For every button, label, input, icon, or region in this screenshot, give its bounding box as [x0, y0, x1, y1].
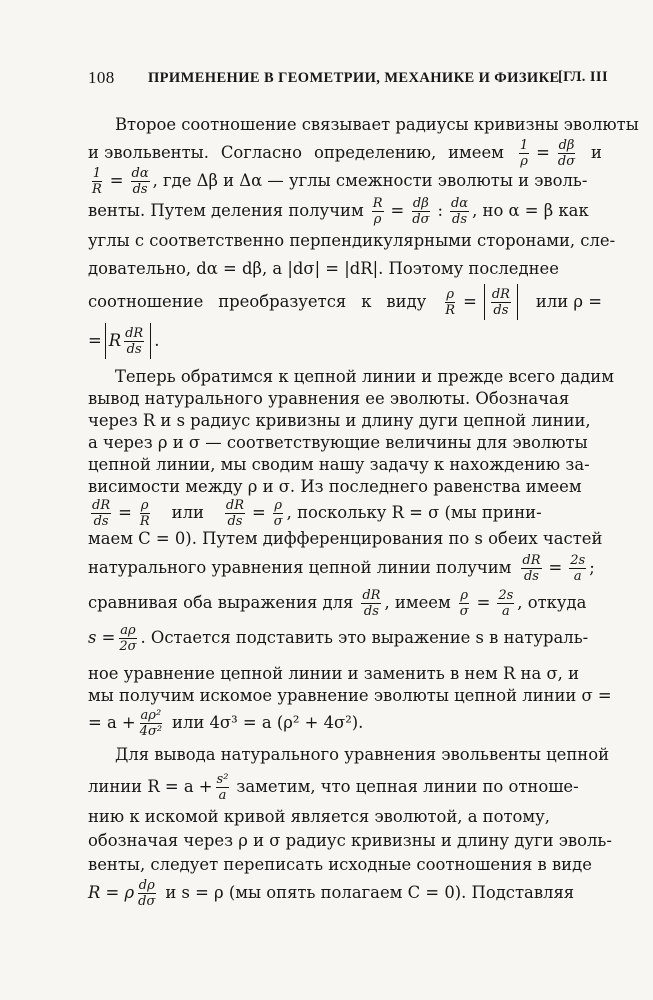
text-span: или ρ =: [535, 292, 602, 311]
chapter-label: [ГЛ. III: [557, 69, 608, 85]
denominator: R: [139, 513, 150, 529]
fraction: [372, 196, 384, 227]
fraction: [124, 326, 144, 357]
numerator: s²: [216, 771, 229, 787]
colon-sign: :: [437, 201, 443, 220]
text-span: , поскольку R = σ (мы прини-: [286, 503, 542, 522]
text-line: [88, 828, 612, 854]
text-span: R: [108, 331, 122, 350]
numerator: R: [372, 195, 383, 211]
denominator: ds: [363, 603, 379, 619]
fraction: [216, 772, 230, 803]
numerator: ρ: [140, 497, 149, 513]
numerator: dR: [491, 286, 510, 302]
text-span: виду: [386, 292, 427, 311]
text-span: к: [361, 292, 372, 311]
fraction: [521, 553, 541, 584]
absolute-value: [105, 323, 151, 359]
text-span: преобразуется: [218, 292, 347, 311]
denominator: ρ: [373, 211, 382, 227]
denominator: a: [501, 603, 510, 619]
fraction: [569, 553, 586, 584]
text-span: .: [154, 331, 160, 350]
text-line: [88, 804, 602, 830]
denominator: R: [445, 302, 456, 318]
fraction: [91, 166, 103, 197]
formula: [516, 138, 579, 169]
text-line: [88, 256, 602, 282]
text-line: [88, 587, 602, 619]
denominator: σ: [273, 513, 283, 529]
denominator: ds: [227, 513, 243, 529]
denominator: ds: [523, 568, 539, 584]
page-header: [88, 68, 608, 90]
text-span: нию к искомой кривой является эволютой, а потому,: [88, 807, 551, 826]
text-span: заметим, что цепная линии по отноше-: [236, 777, 579, 796]
numerator: 1: [519, 137, 529, 153]
fraction: [444, 287, 456, 318]
text-line: [88, 707, 602, 739]
fraction: [137, 878, 156, 909]
text-line: [88, 742, 629, 768]
text-span: сравнивая оба выражения для: [88, 593, 354, 612]
text-line: [88, 552, 602, 584]
text-line: [88, 195, 602, 227]
numerator: dR: [225, 497, 245, 513]
text-line: [88, 165, 602, 197]
fraction: [450, 196, 469, 227]
text-line: [88, 325, 602, 357]
text-span: или: [171, 503, 204, 522]
text-span: через R и s радиус кривизны и длину дуги цепной линии,: [88, 411, 591, 430]
numerator: ρ: [274, 497, 283, 513]
text-span: и эвольвенты.: [88, 143, 209, 162]
fraction: [557, 138, 576, 169]
text-line: [88, 526, 602, 552]
numerator: dR: [362, 587, 381, 603]
numerator: aρ: [120, 622, 136, 638]
text-line: [88, 228, 616, 254]
text-line: [88, 852, 602, 878]
text-line: [88, 877, 602, 909]
absolute-value: [484, 284, 518, 320]
numerator: dβ: [558, 137, 575, 153]
text-span: s =: [88, 628, 116, 647]
text-span: и s = ρ (мы опять полагаем C = 0). Подставляя: [165, 883, 575, 902]
text-span: линии R = a +: [88, 777, 213, 796]
text-span: Для вывода натурального уравнения эвольвенты цепной: [115, 745, 610, 764]
text-line: [88, 683, 612, 709]
denominator: ds: [126, 341, 142, 357]
denominator: 2σ: [119, 638, 137, 654]
fraction: [131, 166, 150, 197]
numerator: 2s: [498, 587, 514, 603]
denominator: ds: [93, 513, 109, 529]
text-span: имеем: [448, 143, 504, 162]
fraction: [91, 498, 111, 529]
equals-sign: =: [118, 503, 132, 522]
text-span: R = ρ: [88, 883, 135, 902]
denominator: a: [573, 568, 582, 584]
denominator: σ: [459, 603, 469, 619]
numerator: dR: [522, 552, 541, 568]
denominator: R: [92, 181, 102, 197]
numerator: ρ: [460, 587, 468, 603]
text-span: венты, следует переписать исходные соотношения в виде: [88, 855, 592, 874]
fraction: [273, 498, 284, 529]
equals-sign: =: [548, 558, 563, 577]
fraction: [139, 498, 151, 529]
text-span: мы получим искомое уравнение эволюты цепной линии σ =: [88, 686, 612, 705]
fraction: [519, 138, 529, 169]
text-span: ное уравнение цепной линии и заменить в нем R на σ, и: [88, 664, 579, 683]
equals-sign: =: [390, 201, 405, 220]
fraction: [491, 287, 511, 318]
numerator: dα: [131, 165, 149, 181]
text-line: [88, 112, 639, 138]
text-span: цепной линии, мы сводим нашу задачу к нахождению за-: [88, 455, 590, 474]
numerator: dR: [92, 497, 111, 513]
text-line: [88, 137, 602, 169]
numerator: dα: [450, 195, 469, 211]
fraction: [411, 196, 430, 227]
text-line: [88, 286, 602, 318]
text-span: , но α = β как: [472, 201, 589, 220]
numerator: dR: [125, 325, 144, 341]
text-span: = a +: [88, 713, 136, 732]
text-span: довательно, dα = dβ, а |dσ| = |dR|. Поэтому последнее: [88, 259, 559, 278]
fraction: [139, 708, 163, 739]
numerator: dρ: [138, 877, 155, 893]
denominator: 4σ²: [139, 723, 163, 739]
numerator: 2s: [570, 552, 586, 568]
text-span: . Остается подставить это выражение s в натураль-: [140, 628, 589, 647]
text-span: , имеем: [384, 593, 451, 612]
equals-sign: =: [252, 503, 266, 522]
fraction: [225, 498, 245, 529]
denominator: ds: [452, 211, 468, 227]
text-span: углы с соответственно перпендикулярными сторонами, сле-: [88, 231, 616, 250]
fraction: [459, 588, 470, 619]
denominator: ds: [132, 181, 148, 197]
text-span: натурального уравнения цепной линии получим: [88, 558, 512, 577]
fraction: [118, 623, 137, 654]
text-span: вывод натурального уравнения ее эволюты. Обозначая: [88, 389, 570, 408]
equals-sign: =: [109, 171, 124, 190]
equals-sign: =: [536, 143, 550, 162]
numerator: dβ: [412, 195, 429, 211]
denominator: ρ: [520, 153, 528, 169]
text-span: венты. Путем деления получим: [88, 201, 364, 220]
text-span: Согласно: [220, 143, 303, 162]
denominator: ds: [493, 302, 509, 318]
text-span: маем C = 0). Путем дифференцирования по s обеих частей: [88, 529, 603, 548]
text-span: а через ρ и σ — соответствующие величины для эволюты: [88, 433, 588, 452]
fraction: [497, 588, 514, 619]
text-span: Второе соотношение связывает радиусы кривизны эволюты: [115, 115, 639, 134]
text-span: , откуда: [517, 593, 587, 612]
equals-sign: =: [476, 593, 491, 612]
text-span: и: [591, 143, 602, 162]
equals-sign: =: [463, 292, 477, 311]
numerator: aρ²: [140, 707, 162, 723]
text-span: или 4σ³ = a (ρ² + 4σ²).: [172, 713, 364, 732]
text-span: висимости между ρ и σ. Из последнего равенства имеем: [88, 477, 582, 496]
formula: [441, 284, 521, 320]
denominator: dσ: [412, 211, 430, 227]
page-number: 108: [88, 68, 115, 87]
text-span: обозначая через ρ и σ радиус кривизны и длину дуги эволь-: [88, 831, 612, 850]
numerator: 1: [92, 165, 102, 181]
text-span: соотношение: [88, 292, 204, 311]
text-span: определению,: [313, 143, 437, 162]
text-line: [88, 622, 602, 654]
denominator: a: [218, 787, 227, 803]
text-span: ;: [589, 558, 595, 577]
fraction: [361, 588, 381, 619]
equals-sign: =: [88, 331, 102, 350]
running-title: ПРИМЕНЕНИЕ В ГЕОМЕТРИИ, МЕХАНИКЕ И ФИЗИКЕ: [148, 70, 560, 86]
denominator: dσ: [557, 153, 576, 169]
numerator: ρ: [446, 286, 454, 302]
text-line: [88, 497, 602, 529]
text-line: [88, 474, 602, 500]
text-span: , где Δβ и Δα — углы смежности эволюты и эволь-: [152, 171, 588, 190]
text-line: [88, 771, 602, 803]
denominator: dσ: [138, 893, 156, 909]
text-span: Теперь обратимся к цепной линии и прежде всего дадим: [115, 367, 614, 386]
